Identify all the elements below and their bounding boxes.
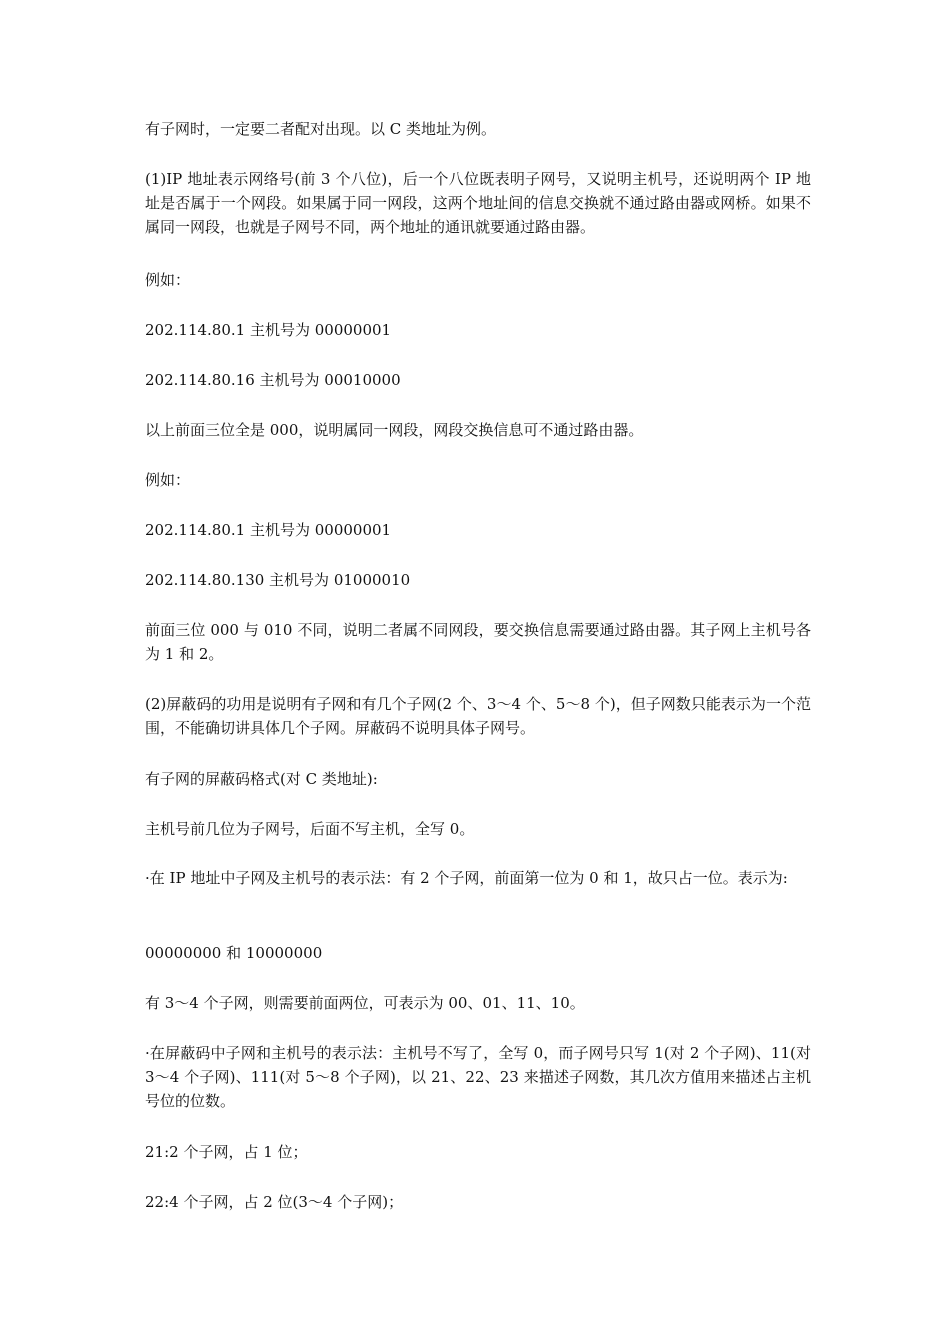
- paragraph-mask-purpose: (2)屏蔽码的功用是说明有子网和有几个子网(2 个、3～4 个、5～8 个)，但子网数只能表示为一个范围，不能确切讲具体几个子网。屏蔽码不说明具体子网号。: [145, 695, 811, 737]
- paragraph-example-label: 例如：: [145, 271, 191, 289]
- paragraph-mask-format-heading: 有子网的屏蔽码格式(对 C 类地址):: [145, 770, 378, 788]
- paragraph-example-address: 202.114.80.1 主机号为 00000001: [145, 521, 392, 539]
- paragraph-power-one: 21:2 个子网，占 1 位；: [145, 1143, 308, 1161]
- paragraph-mask-format-rule: 主机号前几位为子网号，后面不写主机，全写 0。: [145, 820, 475, 838]
- paragraph-ip-explanation: (1)IP 地址表示网络号(前 3 个八位)，后一个八位既表明子网号，又说明主机号，还说明两个 IP 地址是否属于一个网段。如果属于同一网段，这两个地址间的信息交换就不通过路由器或网桥。如果不属同一网段，也就是子网号不同，两个地址的通讯就要通过路由器。: [145, 170, 811, 236]
- paragraph-ip-subnet-notation: ·在 IP 地址中子网及主机号的表示法：有 2 个子网，前面第一位为 0 和 1，故只占一位。表示为:: [145, 869, 788, 887]
- paragraph-different-segment-note: 前面三位 000 与 010 不同，说明二者属不同网段，要交换信息需要通过路由器。其子网上主机号各为 1 和 2。: [145, 621, 811, 663]
- paragraph-three-four-subnets: 有 3～4 个子网，则需要前面两位，可表示为 00、01、11、10。: [145, 994, 585, 1012]
- paragraph-example-address: 202.114.80.1 主机号为 00000001: [145, 321, 392, 339]
- paragraph-same-segment-note: 以上前面三位全是 000，说明属同一网段，网段交换信息可不通过路由器。: [145, 421, 644, 439]
- paragraph-example-address: 202.114.80.130 主机号为 01000010: [145, 571, 411, 589]
- paragraph-intro: 有子网时，一定要二者配对出现。以 C 类地址为例。: [145, 120, 497, 138]
- paragraph-example-label: 例如：: [145, 471, 191, 489]
- paragraph-mask-subnet-notation: ·在屏蔽码中子网和主机号的表示法：主机号不写了，全写 0，而子网号只写 1(对 2 个子网)、11(对 3～4 个子网)、111(对 5～8 个子网)，以 21、22、23 来描述子网数，其几次方值用来描述占主机号位的位数。: [145, 1044, 811, 1110]
- paragraph-example-address: 202.114.80.16 主机号为 00010000: [145, 371, 401, 389]
- paragraph-power-two: 22:4 个子网，占 2 位(3～4 个子网)；: [145, 1193, 404, 1211]
- paragraph-binary-values: 00000000 和 10000000: [145, 944, 323, 962]
